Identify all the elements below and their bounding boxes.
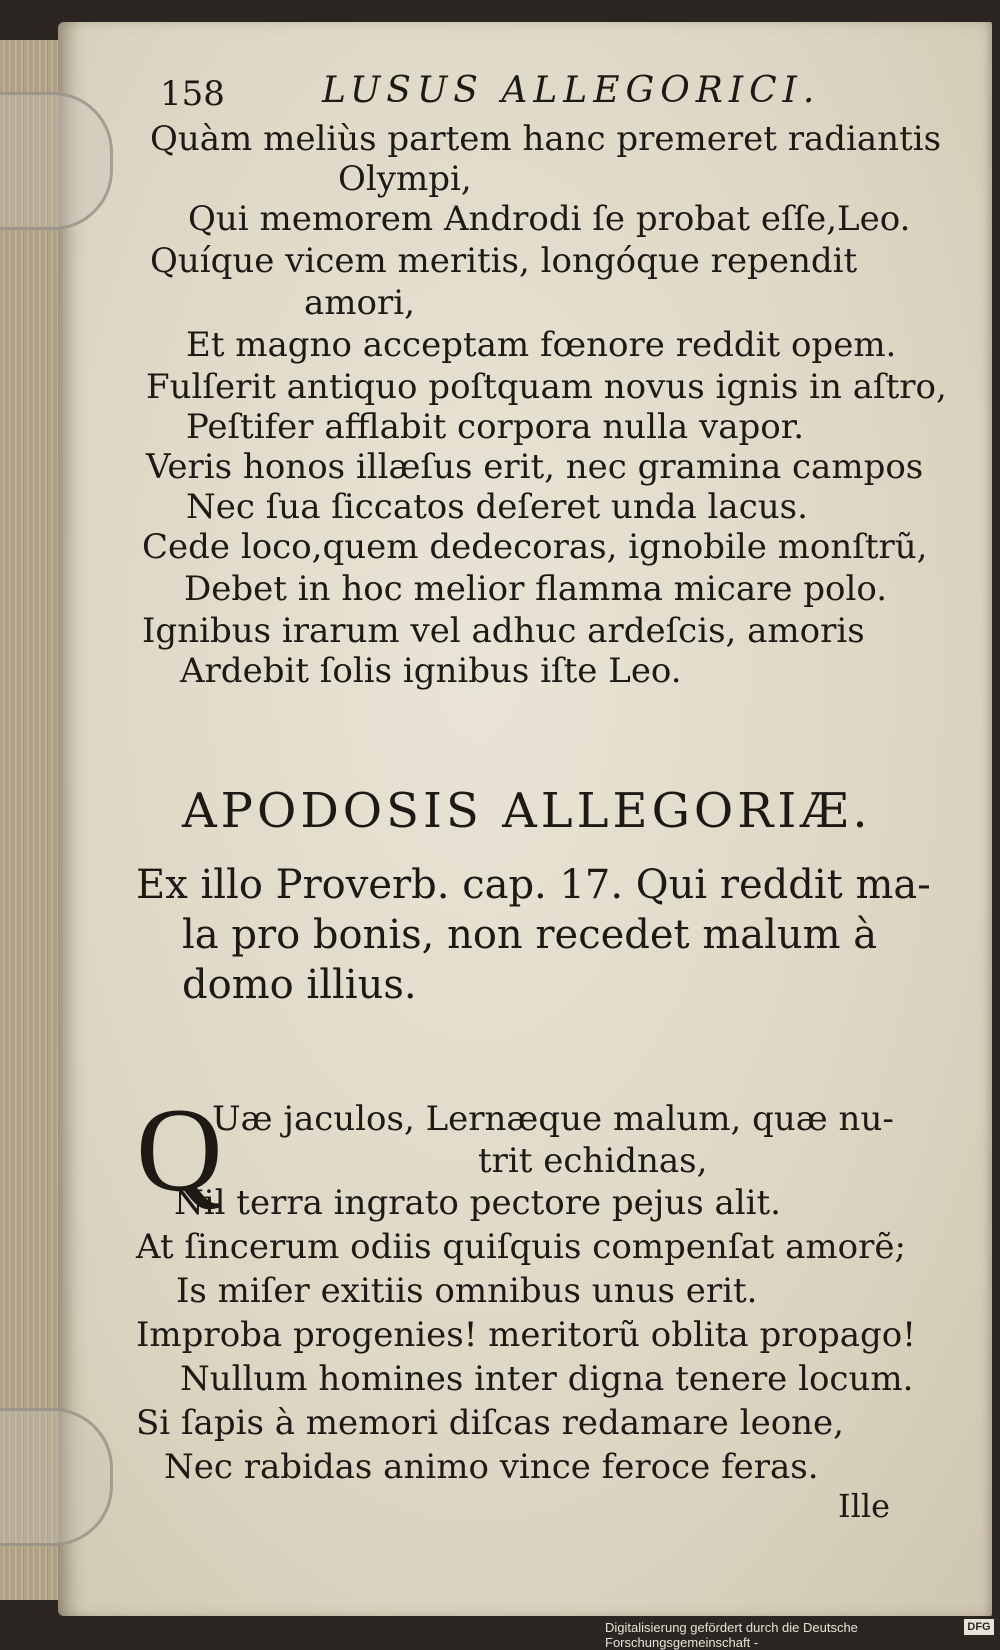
verse-line: Debet in hoc melior flamma micare polo. [184,569,888,609]
verse-line: Fulſerit antiquo poſtquam novus ignis in aſtro, [146,367,947,407]
verse-line: Si ſapis à memori diſcas redamare leone, [136,1403,844,1443]
verse-line: amori, [304,283,415,323]
book-clip-bottom [0,1408,113,1546]
running-title: LUSUS ALLEGORICI. [322,70,821,111]
verse-line: Ardebit ſolis ignibus iſte Leo. [180,651,682,691]
verse-line: Peſtifer afflabit corpora nulla vapor. [186,407,805,447]
catchword: Ille [838,1487,891,1525]
digitization-credit: Digitalisierung gefördert durch die Deutsche Forschungsgemeinschaft - [605,1620,858,1650]
verse-line: Olympi, [338,159,472,199]
page-number: 158 [160,74,225,114]
prose-line: la pro bonis, non recedet malum à [182,912,878,958]
verse-line: Ignibus irarum vel adhuc ardeſcis, amoris [142,611,865,651]
verse-line: Uæ jaculos, Lernæque malum, quæ nu- [212,1099,894,1139]
dfg-logo: DFG [964,1619,994,1635]
verse-line: Et magno acceptam fœnore reddit opem. [186,325,897,365]
verse-line: Quíque vicem meritis, longóque rependit [150,241,858,281]
verse-line: Veris honos illæſus erit, nec gramina campos [146,447,924,487]
verse-line: Improba progenies! meritorũ oblita propago! [136,1315,916,1355]
prose-line: domo illius. [182,962,417,1008]
verse-line: trit echidnas, [478,1141,708,1181]
drop-cap: Q [136,1083,223,1216]
verse-line: Nec ſua ſiccatos deſeret unda lacus. [186,487,808,527]
verse-line: Nec rabidas animo vince feroce feras. [164,1447,819,1487]
book-clip-top [0,92,113,230]
verse-line: Quàm meliùs partem hanc premeret radiantis [150,119,942,159]
section-title: APODOSIS ALLEGORIÆ. [182,783,872,839]
verse-line: Qui memorem Androdi ſe probat eſſe,Leo. [188,199,911,239]
verse-line: Nil terra ingrato pectore pejus alit. [174,1183,781,1223]
verse-line: Nullum homines inter digna tenere locum. [180,1359,914,1399]
verse-line: At ſincerum odiis quiſquis compenſat amorẽ; [136,1227,906,1267]
verse-line: Is miſer exitiis omnibus unus erit. [176,1271,758,1311]
verse-line: Cede loco,quem dedecoras, ignobile monſtrũ, [142,527,928,567]
prose-line: Ex illo Proverb. cap. 17. Qui reddit ma- [136,862,931,908]
